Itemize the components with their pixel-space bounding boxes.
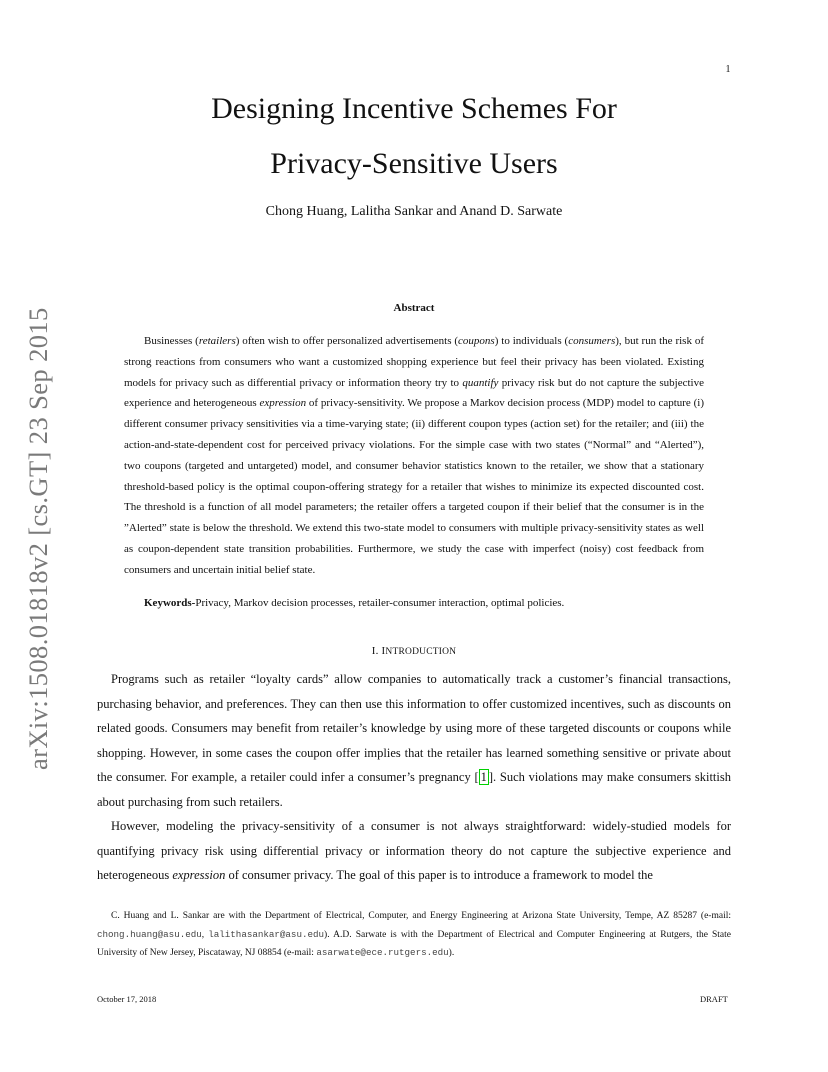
section-number: I. I — [371, 645, 386, 657]
email-sarwate: asarwate@ece.rutgers.edu — [316, 947, 449, 959]
section-name: NTRODUCTION — [385, 647, 457, 657]
author-list: Chong Huang, Lalitha Sankar and Anand D. Sarwate — [265, 204, 563, 219]
footer-draft-label: DRAFT — [700, 994, 728, 1004]
abstract-paragraph — [124, 331, 704, 581]
citation-close: ]. — [488, 770, 497, 784]
abstract-text: ) to individuals ( — [494, 335, 569, 347]
section-heading-introduction — [0, 645, 828, 657]
footer-date: October 17, 2018 — [97, 994, 157, 1004]
abstract-body — [124, 331, 704, 581]
citation-link[interactable]: 1 — [480, 770, 487, 784]
abstract-emphasis: retailers — [198, 335, 236, 347]
paper-title-line-1: Designing Incentive Schemes For — [211, 92, 617, 125]
intro-emphasis: expression — [172, 868, 226, 882]
email-sankar: lalithasankar@asu.edu — [208, 928, 325, 940]
intro-text: Such violations may make consumers skittish about purchasing from such retailers. — [97, 770, 731, 809]
abstract-emphasis: coupons — [458, 335, 495, 347]
keywords — [144, 594, 704, 612]
abstract-emphasis: consumers — [568, 335, 616, 347]
page-number: 1 — [725, 64, 731, 75]
arxiv-stamp: arXiv:1508.01818v2 [cs.GT] 23 Sep 2015 — [23, 307, 53, 770]
intro-text: However, modeling the privacy-sensitivity of a consumer is not always straightforward: widely-studied models for quantifying privacy risk using differential privacy or information theory do not capture the subjective experience and heterogeneous — [97, 819, 731, 882]
intro-text: of consumer privacy. The goal of this paper is to introduce a framework to model the — [225, 868, 653, 882]
paper-title-line-2: Privacy-Sensitive Users — [270, 147, 558, 180]
footnote-separator: , — [201, 929, 209, 940]
footnote-text: ). — [448, 948, 455, 959]
introduction-body — [97, 667, 731, 888]
abstract-heading: Abstract — [393, 302, 435, 314]
footnote-text: ). A.D. Sarwate is with the Department of Electrical and Computer Engineering at Rutgers, the State University of New Jersey, Piscataway, NJ 08854 (e-mail: — [97, 929, 731, 959]
abstract-text: of privacy-sensitivity. We propose a Markov decision process (MDP) model to capture (i) different consumer privacy sensitivities via a time-varying state; (ii) different coupon types (action set) for the retailer; and (iii) the action-and-state-dependent cost for perceived privacy violations. For the simple case with two states (“Normal” and “Alerted”), two coupons (targeted and untargeted) model, and consumer behavior statistics known to the retailer, we show that a stationary threshold-based policy is the optimal coupon-offering strategy for a retailer that wishes to minimize its expected discounted cost. The threshold is a function of all model parameters; the retailer offers a targeted coupon if their belief that the consumer is in the ”Alerted” state is below the threshold. We extend this two-state model to consumers with multiple privacy-sensitivity states as well as coupon-dependent state transition probabilities. Furthermore, we study the case with imperfect (noisy) cost feedback from consumers and uncertain initial belief state. — [124, 397, 705, 576]
keywords-label: Keywords- — [144, 597, 196, 609]
abstract-emphasis: quantify — [462, 376, 499, 389]
footnote-paragraph — [97, 907, 731, 963]
abstract-emphasis: expression — [259, 397, 307, 410]
abstract-text: ), but run the risk of strong reactions from consumers who want a customized shopping experience but feel their privacy has been violated. Existing models for privacy such as differential privacy or information theory try to — [124, 335, 705, 389]
abstract-text: privacy risk but do not capture the subjective experience and heterogeneous — [124, 376, 704, 410]
email-huang: chong.huang@asu.edu — [97, 928, 202, 940]
intro-text: Programs such as retailer “loyalty cards” allow companies to automatically track a customer’s financial transactions, purchasing behavior, and preferences. They can then use this information to offer customized incentives, such as discounts on related goods. Consumers may benefit from retailer’s knowledge by using more of these targeted discounts or coupons while shopping. However, in some cases the coupon offer implies that the retailer has learned something sensitive or private about the consumer. For example, a retailer could infer a consumer’s pregnancy — [97, 672, 731, 784]
abstract-text: ) often wish to offer personalized advertisements ( — [235, 335, 459, 347]
footnote-text: C. Huang and L. Sankar are with the Department of Electrical, Computer, and Energy Engineering at Arizona State University, Tempe, AZ 85287 (e-mail: — [111, 911, 731, 921]
intro-paragraph-2 — [97, 814, 731, 888]
intro-paragraph-1 — [97, 667, 731, 814]
citation-open: [ — [474, 770, 479, 784]
abstract-text: Businesses ( — [144, 335, 199, 347]
affiliation-footnote — [97, 907, 731, 963]
keywords-text: Privacy, Markov decision processes, retailer-consumer interaction, optimal policies. — [195, 597, 565, 609]
